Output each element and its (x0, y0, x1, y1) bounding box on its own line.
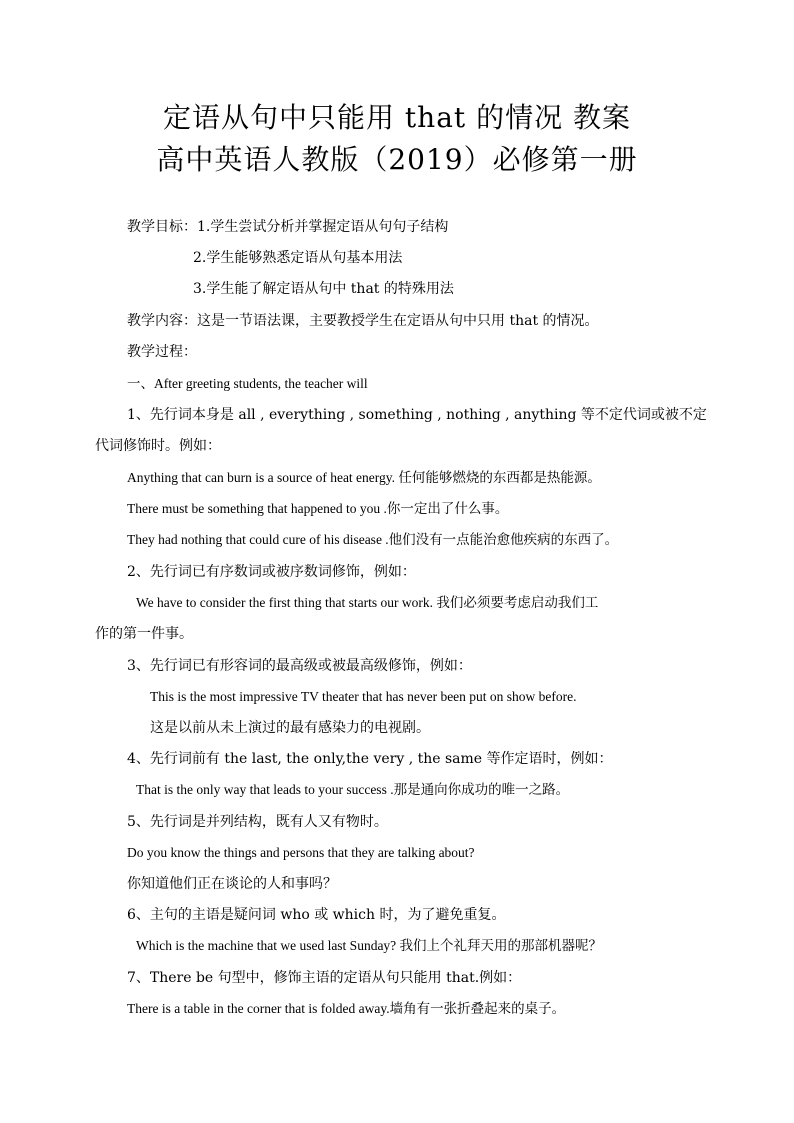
rule-5: 5、先行词是并列结构，既有人又有物时。 (127, 814, 388, 830)
rule-3: 3、先行词已有形容词的最高级或被最高级修饰，例如： (127, 658, 472, 674)
rule-6: 6、主句的主语是疑问词 who 或 which 时，为了避免重复。 (127, 907, 506, 923)
rule-7: 7、There be 句型中，修饰主语的定语从句只能用 that.例如： (127, 970, 522, 986)
example-9: There is a table in the corner that is folded away.墙角有一张折叠起来的桌子。 (127, 1001, 566, 1016)
example-2: There must be something that happened to you .你一定出了什么事。 (127, 501, 509, 516)
document-title-line-1: 定语从句中只能用 that 的情况 教案 (163, 101, 631, 134)
objective-line-2: 2.学生能够熟悉定语从句基本用法 (193, 250, 403, 266)
example-5-translation: 这是以前从未上演过的最有感染力的电视剧。 (150, 720, 430, 736)
example-1: Anything that can burn is a source of heat energy. 任何能够燃烧的东西都是热能源。 (127, 470, 601, 485)
rule-2: 2、先行词已有序数词或被序数词修饰，例如： (127, 564, 416, 580)
process-heading: 教学过程： (127, 344, 197, 360)
objective-line-1: 教学目标：1.学生尝试分析并掌握定语从句句子结构 (127, 219, 449, 235)
example-5: This is the most impressive TV theater that has never been put on show before. (150, 689, 577, 704)
example-7: Do you know the things and persons that they are talking about? (127, 845, 475, 860)
example-8: Which is the machine that we used last Sunday? 我们上个礼拜天用的那部机器呢？ (136, 938, 603, 953)
document-title-line-2: 高中英语人教版（2019）必修第一册 (156, 143, 638, 176)
objective-line-3: 3.学生能了解定语从句中 that 的特殊用法 (193, 281, 454, 297)
example-4-line-1: We have to consider the first thing that starts our work. 我们必须要考虑启动我们工 (136, 595, 599, 610)
rule-1-line-2: 代词修饰时。例如： (95, 438, 221, 454)
example-4-line-2: 作的第一件事。 (95, 626, 193, 642)
example-7-translation: 你知道他们正在谈论的人和事吗？ (127, 876, 337, 892)
example-6: That is the only way that leads to your success .那是通向你成功的唯一之路。 (136, 782, 570, 797)
content-line: 教学内容：这是一节语法课，主要教授学生在定语从句中只用 that 的情况。 (127, 313, 599, 329)
rule-4: 4、先行词前有 the last, the only,the very , the same 等作定语时，例如： (127, 751, 613, 767)
example-3: They had nothing that could cure of his disease .他们没有一点能治愈他疾病的东西了。 (127, 532, 619, 547)
section-heading-1: 一、After greeting students, the teacher will (127, 376, 368, 391)
rule-1-line-1: 1、先行词本身是 all , everything , something , nothing , anything 等不定代词或被不定 (127, 407, 707, 423)
